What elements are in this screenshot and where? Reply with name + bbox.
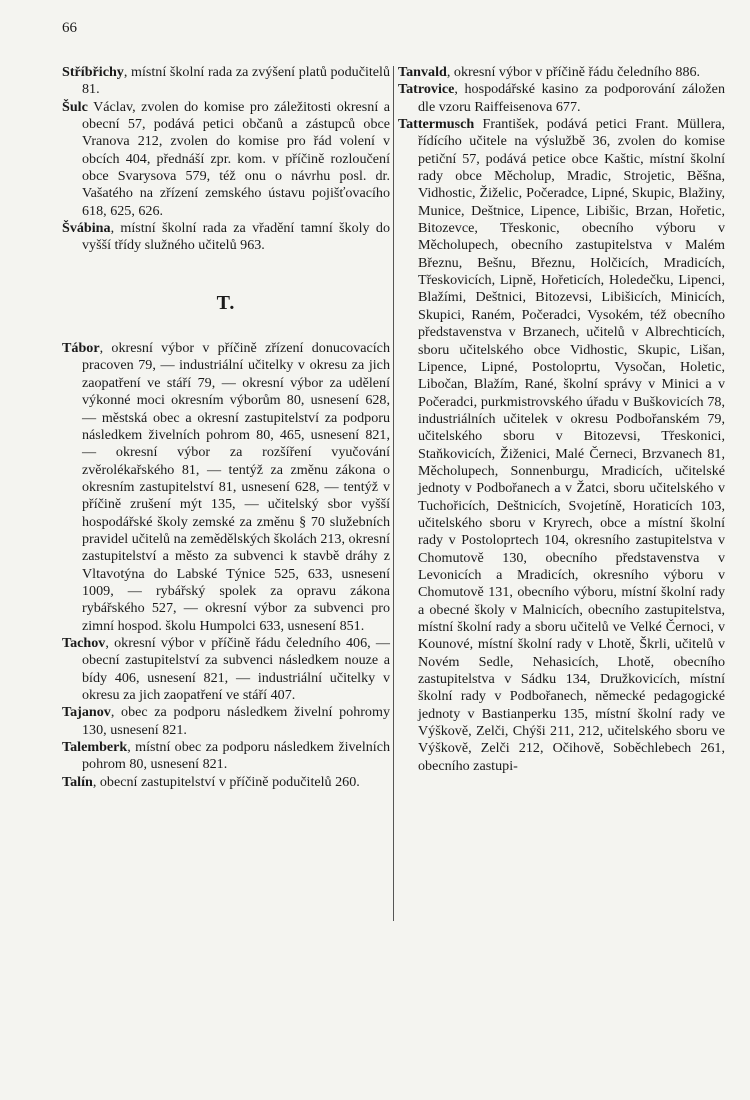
index-entry — [62, 64, 390, 99]
entry-heading: Stříbřichy — [62, 64, 124, 80]
entry-heading: Tábor — [62, 340, 100, 357]
entry-text: , hospodářské kasino za podporování záložen dle vzoru Raiffeisenova 677. — [418, 81, 725, 115]
entry-text: , obecní zastupitelství v příčině podučitelů 260. — [92, 773, 360, 790]
column-divider — [393, 66, 394, 921]
entry-heading: Tanvald — [398, 64, 447, 80]
entry-text: , místní školní rada za vřadění tamní školy do vyšší třídy služného učitelů 963. — [82, 220, 390, 254]
index-entry — [62, 99, 390, 220]
entry-text: František, podává petici Frant. Müllera, řídícího učitele na výslužbě 36, zvolen do komise petiční 57, podává petice obce Kaštic, místní školní rady obce Měcholup, Mradic, Strojetic, Běšna, Vidhostic, Žiželic, Počeradce, Lipné, Skupic, Blažiny, Munice, Deštnice, Lipence, Libišic, Brzan, Hořetic, Bitozevce, Třeskonic, obecního výboru v Měcholupech, obecního zastupitelstva v Malém Březnu, Bešnu, Březnu, Holčicích, Mradicích, Třeskovicích, Lipně, Hořeticích, Holedečku, Lipenci, Blažími, Deštnici, Bitozevsi, Libišicích, Minicích, Skupici, Raném, Počeradci, Vysokém, též obecního představenstva v Brzanech, učitelů v Albrechticích, sboru učitelského obce Vidhostic, Skupic, Lišan, Lipence, Lipné, Postoloprtu, Vysočan, Holetic, Libočan, Blažím, Rané, školní správy v Minici a v Počeradci, purkmistrovského úřadu v Buškovicích 78, industriálních učitelek v okresu Podbořanském 79, učitelského sboru v Bitozevsi, Třeskonici, Staňkovicích, Žiženici, Malé Černeci, Brzvanech 81, Měcholupech, Sonnenburgu, Mradicích, učitelské jednoty v Podbořanech a v Žatci, sboru učitelského v Tuchořicích, Deštnicích, Svojetíně, Horaticích 103, učitelského sboru v Kryrech, obce a místní školní rady v Postoloprtech 104, okresního zastupitelstva v Chomutově 130, obecního představenstva v Levonicích a Mradicích, okresního výboru v Chomutově 131, obecního výboru, místní školní rady a obecné školy v Malnicích, obecního zastupitelstva, místní školní rady a sboru učitelů ve Velké Černoci, v Kounové, místní školní rady v Lhotě, Škrli, učitelů v Novém Sedle, Nehasicích, Lhotě, obecního zastupitelstva v Sádku 134, Družkovicích, místní školní rady v Podbořanech, německé pedagogické jednoty v Bastianperku 135, místní školní rady ve Výškově, Zelči, Chýši 211, 212, učitelského sboru ve Výškově, Zelči 212, Očihově, Soběchlebech 261, obecního zastupi- — [418, 116, 725, 774]
entry-text: , obec za podporu následkem živelní pohromy 130, usnesení 821. — [82, 704, 390, 738]
left-column — [62, 64, 390, 791]
entry-heading: Talín — [62, 773, 93, 790]
index-entry — [62, 635, 390, 704]
section-letter: T. — [216, 291, 236, 314]
entry-heading: Talemberk — [62, 739, 128, 756]
index-entry — [62, 340, 390, 635]
page-number: 66 — [62, 20, 77, 36]
entry-text: , místní obec za podporu následkem živelních pohrom 80, usnesení 821. — [82, 739, 390, 773]
entry-text: , okresní výbor v příčině řádu čeledního 886. — [446, 64, 701, 80]
entry-heading: Tajanov — [62, 704, 111, 721]
entry-text: Václav, zvolen do komise pro záležitosti okresní a obecní 57, podává petici občanů a zástupců obce Vranova 212, zvolen do komise pro řád volení v obcích 404, přednáší zpr. kom. v příčině rozloučení obce Svarysova 579, též onu o návrhu posl. dr. Vašatého na zřízení zemského ústavu pojišťovacího 618, 625, 626. — [82, 98, 390, 219]
entry-text: , okresní výbor v příčině řádu čeledního 406, — obecní zastupitelství za subvenci následkem nouze a bídy 406, usnesení 821, — industriální učitelky v okresu za jich zaopatření ve stáří 407. — [82, 634, 390, 703]
entry-text: , místní školní rada za zvýšení platů podučitelů 81. — [82, 64, 390, 98]
index-entry — [398, 81, 725, 116]
index-entry — [62, 704, 390, 739]
index-entry — [62, 774, 390, 791]
entry-heading: Švábina — [62, 220, 111, 237]
entry-text: , okresní výbor v příčině zřízení donucovacích pracoven 79, — industriální učitelky v okresu za jich zaopatření ve stáří 79, — okresní výbor za udělení výkonné moci okresním výborům 80, usnesení 628, — městská obec a okresní zastupitelství za podporu následkem živelních pohrom 80, 465, usnesení 821, — okresní výbor za rozšíření vyučování zvěrolékařského 81, — tentýž za změnu zákona o okresním zastupitelství 81, usnesení 628, — tentýž v příčině zrušení mýt 135, — učitelský sbor vyšší hospodářské školy zemské za změnu § 70 služebních pravidel učitelů na zemědělských školách 213, okresní zastupitelství a město za subvenci k stavbě dráhy z Vltavotýna do Labské Týnice 525, 633, usnesení 1009, — rybářský spolek za opravu zákona rybářského 527, — okresní výbor za subvenci pro zimní hospod. školu Humpolci 633, usnesení 851. — [82, 340, 391, 634]
entry-heading: Tattermusch — [398, 116, 475, 133]
index-entry — [62, 220, 390, 255]
entry-heading: Tachov — [62, 634, 106, 651]
entry-heading: Šulc — [62, 98, 88, 115]
entry-heading: Tatrovice — [398, 81, 455, 98]
right-column — [398, 64, 725, 775]
index-entry — [62, 739, 390, 774]
index-entry — [398, 116, 725, 775]
index-entry — [398, 64, 725, 81]
